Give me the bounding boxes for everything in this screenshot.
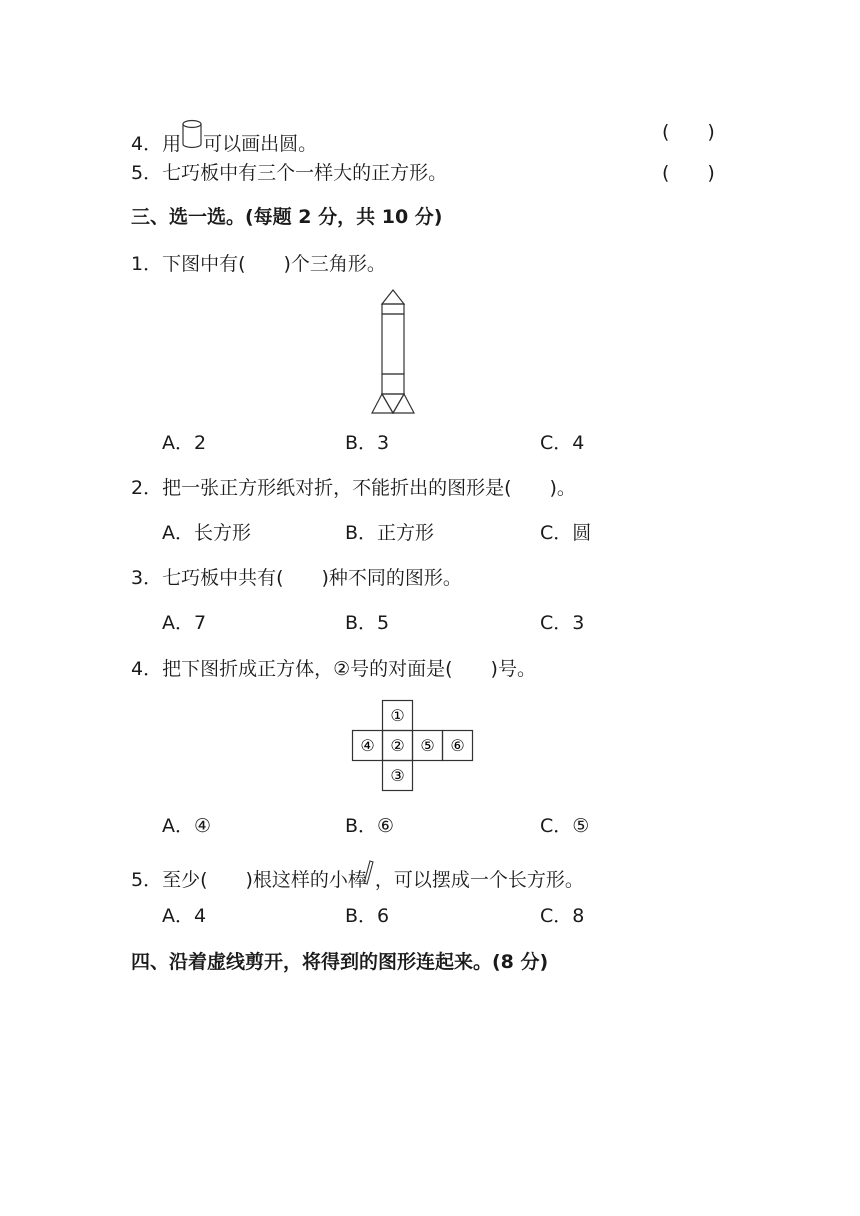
item-number: 3． <box>131 567 163 589</box>
question-text: 把一张正方形纸对折，不能折出的图形是( )。 <box>162 477 576 499</box>
section-heading: 四、沿着虚线剪开，将得到的图形连起来。(8 分) <box>131 951 549 973</box>
option-b[interactable]: B．5 <box>345 612 390 634</box>
net-label-4: ④ <box>360 736 375 755</box>
option-c[interactable]: C．4 <box>540 432 585 454</box>
item-text: 七巧板中有三个一样大的正方形。 <box>162 162 448 184</box>
judge-item-5 <box>131 161 447 185</box>
question-text-before: 至少( )根这样的小棒 <box>162 869 367 891</box>
item-number: 4． <box>131 133 163 155</box>
net-label-2: ② <box>390 736 405 755</box>
option-b[interactable]: B．6 <box>345 905 390 927</box>
option-a[interactable]: A．2 <box>162 432 207 454</box>
judge-item-4 <box>131 120 317 156</box>
net-label-1: ① <box>390 706 405 725</box>
option-c[interactable]: C．圆 <box>540 522 592 544</box>
stick-icon <box>363 860 375 892</box>
item-number: 1． <box>131 253 163 275</box>
question-4 <box>131 657 536 681</box>
question-text: 七巧板中共有( )种不同的图形。 <box>162 567 462 589</box>
item-number: 2． <box>131 477 163 499</box>
item-number: 4． <box>131 658 163 680</box>
net-label-6: ⑥ <box>450 736 465 755</box>
option-c[interactable]: C．8 <box>540 905 585 927</box>
option-c[interactable]: C．⑤ <box>540 815 590 837</box>
question-text: 把下图折成正方体，②号的对面是( )号。 <box>162 658 536 680</box>
option-a[interactable]: A．4 <box>162 905 207 927</box>
item-text-before: 用 <box>162 133 182 155</box>
option-b[interactable]: B．⑥ <box>345 815 395 837</box>
option-b[interactable]: B．3 <box>345 432 390 454</box>
option-c[interactable]: C．3 <box>540 612 585 634</box>
option-b[interactable]: B．正方形 <box>345 522 435 544</box>
net-label-5: ⑤ <box>420 736 435 755</box>
question-3 <box>131 566 462 590</box>
item-number: 5． <box>131 869 163 891</box>
cylinder-icon <box>181 120 203 156</box>
cube-net-figure <box>352 700 474 796</box>
option-a[interactable]: A．7 <box>162 612 207 634</box>
answer-bracket[interactable]: ( ) <box>662 121 715 143</box>
question-text-after: ，可以摆成一个长方形。 <box>374 869 584 891</box>
item-text-after: 可以画出圆。 <box>203 133 318 155</box>
rocket-figure <box>370 288 416 420</box>
net-label-3: ③ <box>390 766 405 785</box>
question-5 <box>131 860 584 892</box>
item-number: 5． <box>131 162 163 184</box>
section-heading: 三、选一选。(每题 2 分，共 10 分) <box>131 206 443 228</box>
question-1 <box>131 252 386 276</box>
answer-bracket[interactable]: ( ) <box>662 162 715 184</box>
question-text: 下图中有( )个三角形。 <box>162 253 386 275</box>
option-a[interactable]: A．④ <box>162 815 212 837</box>
question-2 <box>131 476 576 500</box>
option-a[interactable]: A．长方形 <box>162 522 251 544</box>
